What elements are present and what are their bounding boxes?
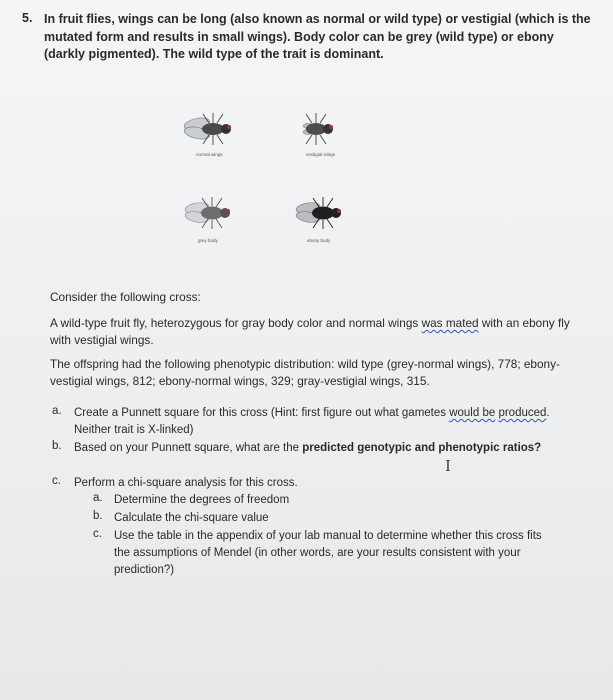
grey-body-fly-image: [184, 196, 238, 230]
caption-vestigial-wings: vestigial wings: [306, 152, 336, 157]
sub-item-b-label: b.: [93, 510, 103, 522]
caption-grey-body: grey body: [198, 238, 218, 243]
normal-wings-fly-image: [183, 112, 241, 146]
item-a-label: a.: [52, 405, 62, 417]
question-text: In fruit flies, wings can be long (also known as normal or wild type) or vestigial (which is the mutated form and results in small wings). Body color can be grey (wild type) or ebony (darkly pigmented). The wild type of the trait is dominant.: [44, 12, 591, 61]
sub-item-c-label: c.: [93, 528, 102, 540]
cross-description: A wild-type fruit fly, heterozygous for gray body color and normal wings was mated with an ebony fly with vestigial wings.: [50, 316, 570, 347]
consider-text: Consider the following cross:: [50, 290, 201, 304]
item-b-label: b.: [52, 440, 62, 452]
question-number: 5.: [22, 11, 33, 25]
ebony-body-fly-image: [295, 196, 349, 230]
item-b-text: Based on your Punnett square, what are the predicted genotypic and phenotypic ratios?: [74, 442, 542, 454]
caption-normal-wings: normal wings: [196, 152, 223, 157]
text-cursor-icon: I: [445, 457, 451, 475]
sub-item-a-label: a.: [93, 492, 103, 504]
offspring-distribution: The offspring had the following phenotypic distribution: wild type (grey-normal wings), 778; ebony-vestigial wings, 812; ebony-normal wings, 329; gray-vestigial wings, 315.: [50, 357, 560, 388]
sub-item-c-text: Use the table in the appendix of your lab manual to determine whether this cross fits the assumptions of Mendel (in other words, are your results consistent with your prediction?): [114, 530, 542, 576]
item-c-text: Perform a chi-square analysis for this cross.: [74, 477, 298, 489]
sub-item-a-text: Determine the degrees of freedom: [114, 494, 290, 506]
item-c-label: c.: [52, 475, 61, 487]
sub-item-b-text: Calculate the chi-square value: [114, 512, 269, 524]
item-a-text: Create a Punnett square for this cross (Hint: first figure out what gametes would be produced. Neither trait is X-linked): [74, 407, 550, 436]
vestigial-wings-fly-image: [294, 112, 342, 146]
caption-ebony-body: ebony body: [307, 238, 331, 243]
